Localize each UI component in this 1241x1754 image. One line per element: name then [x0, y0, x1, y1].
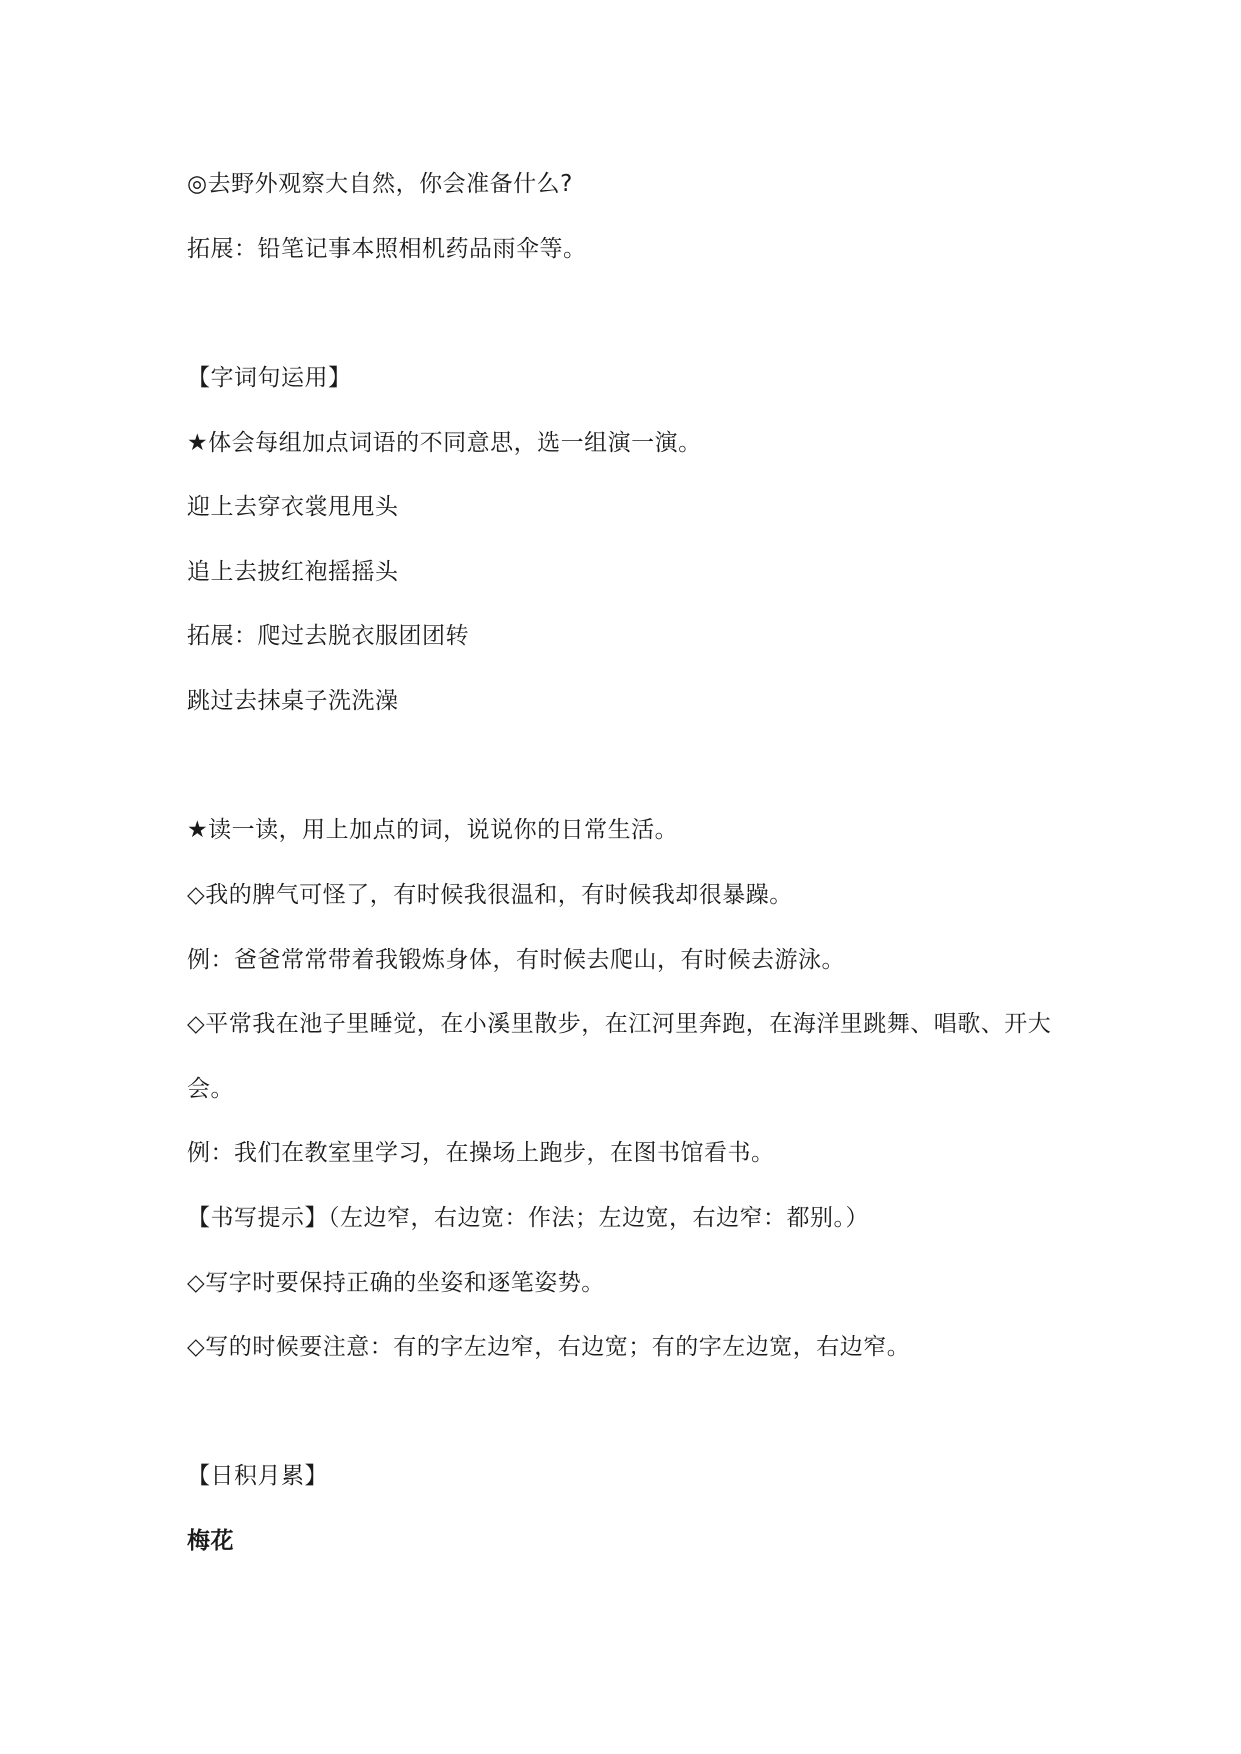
- phrase-line: 追上去披红袍摇摇头: [187, 559, 399, 585]
- exercise-line: ★体会每组加点词语的不同意思，选一组演一演。: [187, 430, 702, 456]
- section-heading-word-usage: 【字词句运用】: [187, 365, 352, 391]
- sentence-continuation: 会。: [187, 1076, 234, 1102]
- exercise-line: ★读一读，用上加点的词，说说你的日常生活。: [187, 817, 679, 843]
- section-heading-daily-accumulation: 【日积月累】: [187, 1463, 328, 1489]
- tip-line: ◇写的时候要注意：有的字左边窄，右边宽；有的字左边宽，右边窄。: [187, 1334, 911, 1360]
- phrase-line: 跳过去抹桌子洗洗澡: [187, 688, 399, 714]
- poem-title: 梅花: [187, 1528, 234, 1554]
- sentence-line: ◇我的脾气可怪了，有时候我很温和，有时候我却很暴躁。: [187, 882, 793, 908]
- question-line: ◎去野外观察大自然，你会准备什么?: [187, 171, 573, 197]
- example-line: 例：爸爸常常带着我锻炼身体，有时候去爬山，有时候去游泳。: [187, 947, 845, 973]
- phrase-line: 迎上去穿衣裳甩甩头: [187, 494, 399, 520]
- section-heading-writing-tips: 【书写提示】（左边窄，右边宽：作法；左边宽，右边窄：都别。）: [187, 1205, 869, 1231]
- sentence-line: ◇平常我在池子里睡觉，在小溪里散步，在江河里奔跑，在海洋里跳舞、唱歌、开大: [187, 1011, 1052, 1037]
- extension-line: 拓展：铅笔记事本照相机药品雨伞等。: [187, 236, 587, 262]
- tip-line: ◇写字时要保持正确的坐姿和逐笔姿势。: [187, 1270, 605, 1296]
- extension-line: 拓展：爬过去脱衣服团团转: [187, 623, 469, 649]
- example-line: 例：我们在教室里学习，在操场上跑步，在图书馆看书。: [187, 1140, 775, 1166]
